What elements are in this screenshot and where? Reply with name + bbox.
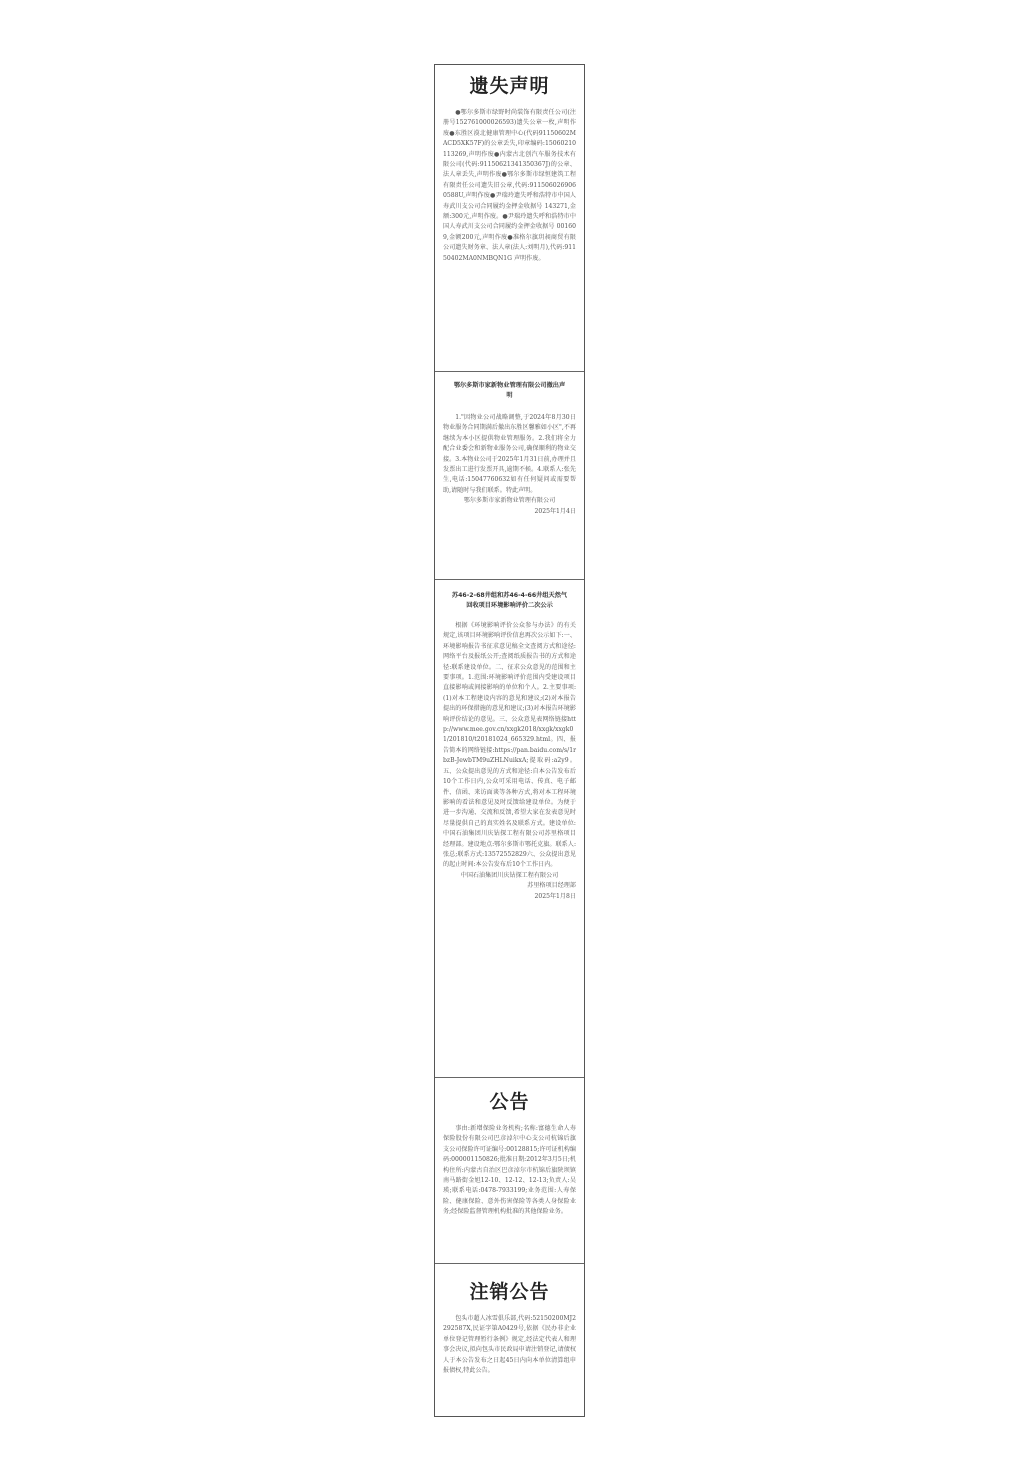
cancellation-notice-body: 包头市超人冰雪俱乐部,代码:52150200MJ2292587X,民证字第A0429号,依据《民办非企业单位登记管理暂行条例》规定,经法定代表人和理事会决议,拟向包头市民政局申请注销登记,请债权人于本公告发布之日起45日内向本单位清算组申报债权,特此公告。: [443, 1315, 576, 1375]
cancellation-notice-section: [435, 1277, 584, 1376]
eia-date: 2025年1月8日: [534, 892, 576, 900]
insurance-notice-body: 事由:新增保险业务机构;名称:富德生命人寿保险股份有限公司巴彦淖尔中心支公司杭锦后旗支公司保险许可证编号:00128815;许可证机构编码:000001150826;批准日期:2012年3月5日;机构住所:内蒙古自治区巴彦淖尔市杭锦后旗陕坝镇南马路街金旭12-10、12-12、12-13;负责人:吴瑛;联系电话:0478-7933199;业务范围:人寿保险、健康保险、意外伤害保险等各类人身保险业务;经保险监督管理机构批准的其他保险业务。: [443, 1125, 576, 1216]
lost-statement-title: 遗失声明: [469, 75, 550, 97]
divider: [435, 371, 584, 372]
withdrawal-statement-body: 1."因物业公司战略调整,于2024年8月30日物业服务合同期满后撤出东胜区馨雅如小区",不再继续为本小区提供物业管理服务。2.我们将全力配合业委会和新物业服务公司,确保顺利的物业交接。3.本物业公司于2025年1月31日前,办理并且发票出工进行发票开具,逾期不候。4.联系人:张先生,电话:15047760632如有任何疑问或需要帮助,请随时与我们联系。特此声明。: [443, 414, 576, 494]
withdrawal-signer: 鄂尔多斯市家新物业管理有限公司: [463, 497, 556, 505]
insurance-notice-section: [435, 1087, 584, 1218]
cancellation-notice-title: 注销公告: [469, 1281, 550, 1303]
lost-statement-section: [435, 71, 584, 264]
eia-notice-title: 苏46-2-68井组和苏46-4-66井组天然气回收项目环境影响评价二次公示: [451, 592, 568, 609]
divider: [435, 1263, 584, 1264]
withdrawal-date: 2025年1月4日: [534, 507, 576, 515]
eia-signer-company: 中国石油集团川庆钻探工程有限公司: [460, 871, 559, 879]
eia-notice-section: [435, 591, 584, 902]
eia-notice-body: 根据《环境影响评价公众参与办法》的有关规定,该项目环境影响评价信息再次公示如下:一、环境影响报告书征求意见稿全文查阅方式和途径:网络平台及报纸公开;查阅纸质报告书的方式和途径:联系建设单位。二、征求公众意见的范围和主要事项。1.范围:环境影响评价范围内受建设项目直接影响或间接影响的单位和个人。2.主要事项:(1)对本工程建设内容的意见和建议;(2)对本报告提出的环保措施的意见和建议;(3)对本报告环境影响评价结论的意见。三、公众意见表网络链接http://www.mee.gov.cn/xxgk2018/xxgk/xxgk01/201810/t20181024_665329.html。四、报告简本的网络链接:https://pan.baidu.com/s/1rbzB-JewbTM9uZHLNuikxA;提取码:a2y9。五、公众提出意见的方式和途径:自本公告发布后10个工作日内,公众可采用电话、传真、电子邮件、信函、来访面谈等各种方式,将对本工程环境影响的看法和意见及时反馈给建设单位。为便于进一步沟通、交流和反馈,希望大家在发表意见时尽量提供自己的真实姓名及联系方式。建设单位:中国石油集团川庆钻探工程有限公司苏里格项目经理部。建设地点:鄂尔多斯市鄂托克旗。联系人:张总;联系方式:13572552829六、公众提出意见的起止时间:本公告发布后10个工作日内。: [443, 622, 576, 869]
withdrawal-statement-section: [435, 381, 584, 517]
lost-statement-body: ●鄂尔多斯市绿野时尚装饰有限责任公司(注册号152761000026593)遗失公章一枚,声明作废●东胜区漠北健康管理中心(代码91150602MACD5XK57F)的公章丢失,印章编码:15060210113269,声明作废●内蒙古北创汽车服务技术有限公司(代码:91150621341350367J)的公章、法人章丢失,声明作废●鄂尔多斯市绿恒建筑工程有限责任公司遗失旧公章,代码:9115060269060588U,声明作废●尹瑞玲遗失呼和浩特市中国人寿武川支公司合同履约金押金收据号 143271,金额:300元,声明作废。●尹瑞玲遗失呼和浩特市中国人寿武川支公司合同履约金押金收据号 001609,金额200元,声明作废●准格尔旗玥昶商贸有限公司遗失财务章、法人章(法人:刘明月),代码:91150402MA0NMBQN1G 声明作废。: [443, 109, 576, 262]
divider: [435, 579, 584, 580]
insurance-notice-title: 公告: [489, 1091, 530, 1113]
eia-signer-department: 苏里格项目经理部: [527, 882, 576, 890]
withdrawal-statement-title: 鄂尔多斯市家新物业管理有限公司撤出声明: [453, 382, 566, 399]
divider: [435, 1077, 584, 1078]
announcement-column: [434, 64, 585, 1417]
